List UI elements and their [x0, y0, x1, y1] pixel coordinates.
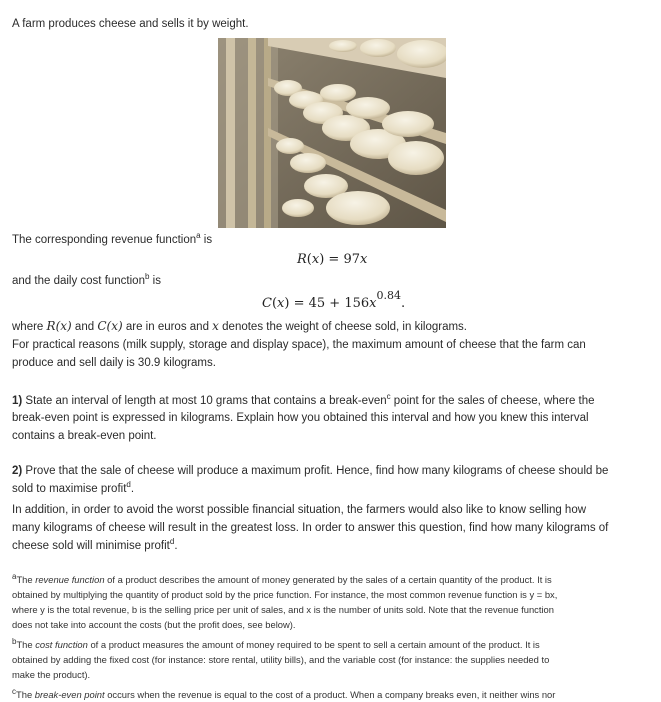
where-line: where R(x) and C(x) are in euros and x denotes the weight of cheese sold, in kilograms. — [12, 319, 467, 333]
question-1-line-3: contains a break-even point. — [12, 430, 157, 442]
revenue-formula: R(x) = 97x — [297, 252, 368, 267]
revenue-intro: The corresponding revenue function$^a$ is — [12, 231, 213, 246]
practical-line-1: For practical reasons (milk supply, storage and display space), the maximum amount of cheese that the farm can — [12, 339, 586, 351]
question-1-line-1: 1) State an interval of length at most 10 grams that contains a break-even$^c$ point for the sales of cheese, where the — [12, 392, 595, 407]
footnote-b-line-1: $^b$The cost function of a product measures the amount of money required to be spent to sell a certain amount of the product. It is — [12, 636, 540, 650]
cost-formula: $C(x) = 45 + 156x^{0.84}$. — [262, 288, 406, 311]
question-2-line-5: cheese sold will minimise profit$^d$. — [12, 537, 178, 552]
question-1-line-2: break-even point is expressed in kilograms. Explain how you obtained this interval and how you knew this interval — [12, 412, 589, 424]
footnote-a-line-3: where y is the total revenue, b is the selling price per unit of sales, and x is the number of units sold. Note that the revenue function — [12, 604, 554, 615]
question-2-line-2: sold to maximise profit$^d$. — [12, 480, 135, 495]
footnote-b-line-2: obtained by adding the fixed cost (for instance: store rental, utility bills), and the variable cost (for instance: the supplies needed to — [12, 654, 550, 665]
footnote-a-line-2: obtained by multiplying the quantity of product sold by the price function. For instance, the most common revenue function is y = bx, — [12, 589, 558, 600]
question-2-line-1: 2) Prove that the sale of cheese will produce a maximum profit. Hence, find how many kilograms of cheese should be — [12, 465, 609, 477]
question-2-line-4: many kilograms of cheese will result in the greatest loss. In order to answer this question, find how many kilograms of — [12, 522, 609, 534]
cost-intro: and the daily cost function$^b$ is — [12, 272, 161, 287]
cheese-shelves-image — [218, 38, 446, 228]
cheese-photo — [218, 38, 446, 228]
footnote-b-line-3: make the product). — [12, 669, 91, 680]
question-2-line-3: In addition, in order to avoid the worst possible financial situation, the farmers would also like to know selling how — [12, 504, 587, 516]
practical-line-2: produce and sell daily is 30.9 kilograms. — [12, 357, 216, 369]
intro-text: A farm produces cheese and sells it by weight. — [12, 18, 249, 30]
footnote-c-line-1: $^c$The break-even point occurs when the revenue is equal to the cost of a product. When a company breaks even, it neither wins nor — [12, 686, 556, 700]
footnote-a-line-4: does not take into account the costs (but the profit does, see below). — [12, 619, 296, 630]
footnote-a-line-1: $^a$The revenue function of a product describes the amount of money generated by the sales of a certain quantity of the product. It is — [12, 571, 552, 585]
